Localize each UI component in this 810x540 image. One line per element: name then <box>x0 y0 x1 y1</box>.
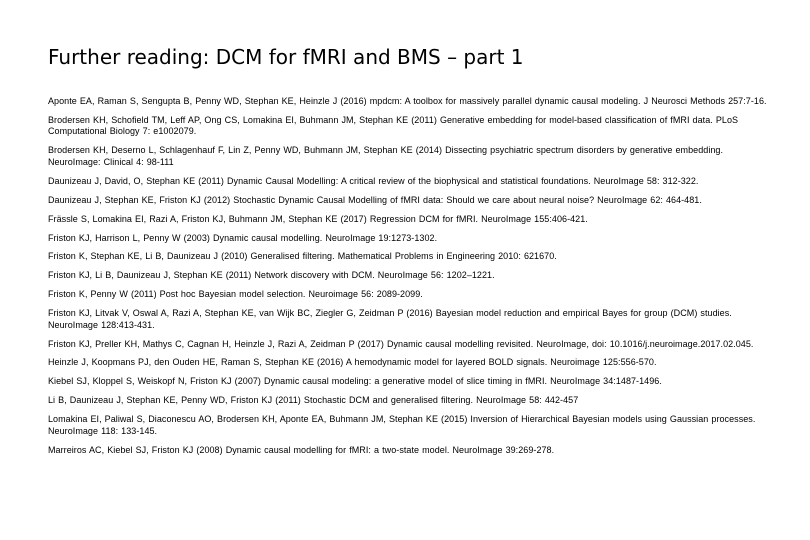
reference-item: Brodersen KH, Schofield TM, Leff AP, Ong CS, Lomakina EI, Buhmann JM, Stephan KE (2011) Generative embedding for model-based classification of fMRI data. PLoS Computational Biology 7: e1002079. <box>48 114 739 137</box>
reference-item: Daunizeau J, David, O, Stephan KE (2011) Dynamic Causal Modelling: A critical review of the biophysical and statistical foundations. NeuroImage 58: 312-322. <box>48 175 699 186</box>
reference-item: Lomakina EI, Paliwal S, Diaconescu AO, Brodersen KH, Aponte EA, Buhmann JM, Stephan KE (2015) Inversion of Hierarchical Bayesian models using Gaussian processes. NeuroImage 118: 133-145. <box>48 414 756 436</box>
reference-item: Kiebel SJ, Kloppel S, Weiskopf N, Friston KJ (2007) Dynamic causal modeling: a generative model of slice timing in fMRI. NeuroImage 34:1487-1496. <box>48 376 662 387</box>
reference-item: Li B, Daunizeau J, Stephan KE, Penny WD, Friston KJ (2011) Stochastic DCM and generalised filtering. NeuroImage 58: 442-457 <box>48 395 579 406</box>
reference-item: Friston K, Penny W (2011) Post hoc Bayesian model selection. Neuroimage 56: 2089-2099. <box>48 289 423 300</box>
reference-item: Friston KJ, Litvak V, Oswal A, Razi A, Stephan KE, van Wijk BC, Ziegler G, Zeidman P (2016) Bayesian model reduction and empirical Bayes for group (DCM) studies. NeuroImage 128:413-431. <box>48 308 732 330</box>
reference-item: Friston KJ, Preller KH, Mathys C, Cagnan H, Heinzle J, Razi A, Zeidman P (2017) Dynamic causal modelling revisited. NeuroImage, doi: 10.1016/j.neuroimage.2017.02.045. <box>48 338 754 349</box>
reference-item: Friston K, Stephan KE, Li B, Daunizeau J (2010) Generalised filtering. Mathematical Problems in Engineering 2010: 621670. <box>48 251 557 262</box>
reference-list <box>48 96 768 464</box>
reference-item: Heinzle J, Koopmans PJ, den Ouden HE, Raman S, Stephan KE (2016) A hemodynamic model for layered BOLD signals. Neuroimage 125:556-570. <box>48 357 657 368</box>
reference-item: Frässle S, Lomakina EI, Razi A, Friston KJ, Buhmann JM, Stephan KE (2017) Regression DCM for fMRI. NeuroImage 155:406-421. <box>48 213 588 224</box>
reference-item: Aponte EA, Raman S, Sengupta B, Penny WD, Stephan KE, Heinzle J (2016) mpdcm: A toolbox for massively parallel dynamic causal modeling. J Neurosci Methods 257:7-16. <box>48 96 767 106</box>
reference-item: Daunizeau J, Stephan KE, Friston KJ (2012) Stochastic Dynamic Causal Modelling of fMRI data: Should we care about neural noise? NeuroImage 62: 464-481. <box>48 194 702 205</box>
reference-item: Friston KJ, Harrison L, Penny W (2003) Dynamic causal modelling. NeuroImage 19:1273-1302. <box>48 232 438 243</box>
slide-title: Further reading: DCM for fMRI and BMS – part 1 <box>48 45 524 69</box>
reference-item: Marreiros AC, Kiebel SJ, Friston KJ (2008) Dynamic causal modelling for fMRI: a two-state model. NeuroImage 39:269-278. <box>48 444 555 455</box>
reference-item: Brodersen KH, Deserno L, Schlagenhauf F, Lin Z, Penny WD, Buhmann JM, Stephan KE (2014) Dissecting psychiatric spectrum disorders by generative embedding. NeuroImage: Clinical 4: 98-111 <box>48 145 724 167</box>
reference-item: Friston KJ, Li B, Daunizeau J, Stephan KE (2011) Network discovery with DCM. NeuroImage 56: 1202–1221. <box>48 270 495 281</box>
